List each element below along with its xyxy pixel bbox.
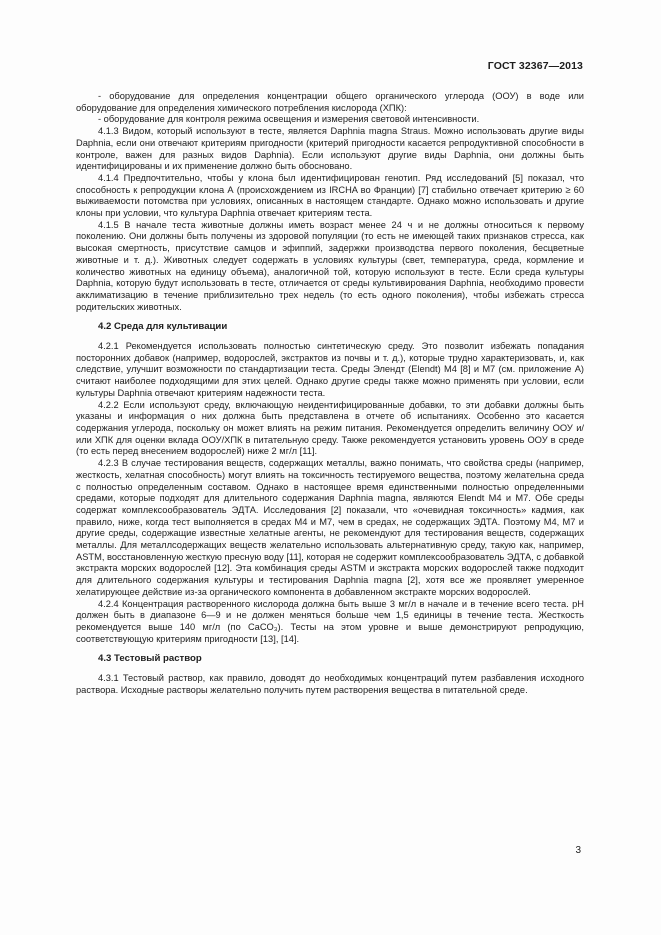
section-heading-4-3: 4.3 Тестовый раствор	[98, 653, 202, 665]
paragraph-4-1-3: 4.1.3 Видом, который используют в тесте, является Daphnia magna Straus. Можно использовать другие виды Daphnia, если они отвечают критериям пригодности (критерий пригодности касается репродуктивной способности в контроле, важен для разных видов Daphnia). Если используют другие виды Daphnia, они должны быть идентифицированы и их применение должно быть обосновано.	[76, 126, 584, 172]
standard-header: ГОСТ 32367—2013	[487, 60, 583, 72]
section-heading-4-2: 4.2 Среда для культивации	[98, 321, 228, 333]
paragraph-4-2-3: 4.2.3 В случае тестирования веществ, содержащих металлы, важно понимать, что свойства среды (например, жесткость, хелатная способность) могут влиять на токсичность тестируемого вещества, поэтому желательна среда с полностью определенным составом. Однако в настоящее время единственными полностью определенными средами, которые подходят для длительного содержания Daphnia magna, являются Elendt M4 и M7. Обе среды содержат комплексообразователь ЭДТА. Исследования [2] показали, что «очевидная токсичность» кадмия, как правило, ниже, когда тест выполняется в средах М4 и М7, чем в средах, не содержащих ЭДТА. Поэтому М4, М7 и другие среды, содержащие известные хелатные агенты, не рекомендуют для тестирования веществ, содержащих металлы. Для металлсодержащих веществ желательно использовать альтернативную среду, такую как, например, ASTM, восстановленную жесткую пресную воду [11], которая не содержит комплексообразователь ЭДТА, с добавкой экстракта морских водорослей [12]. Эта комбинация среды ASTM и экстракта морских водорослей также подходит для длительного содержания культуры и тестирования Daphnia magna [2], хотя все же проявляет умеренное хелатирующее действие из-за органического компонента в добавленном экстракте морских водорослей.	[76, 458, 584, 597]
page-number: 3	[575, 845, 581, 856]
paragraph-4-1-4: 4.1.4 Предпочтительно, чтобы у клона был идентифицирован генотип. Ряд исследований [5] показал, что способность к репродукции клона А (происхождением из IRCHA во Франции) [7] стабильно отвечает критерию ≥ 60 выживаемости потомства при условиях, описанных в настоящем стандарте. Однако можно использовать и другие клоны при условии, что культура Daphnia отвечает критериям теста.	[76, 172, 584, 219]
paragraph-4-1-5: 4.1.5 В начале теста животные должны иметь возраст менее 24 ч и не должны относиться к первому поколению. Они должны быть получены из здоровой популяции (то есть не имеющей таких признаков стресса, как высокая смертность, присутствие самцов и эфиппий, задержки производства первого поколения, бесцветные животные и т. д.). Животных следует содержать в условиях культуры (свет, температура, среда, кормление и количество животных на единицу объема), аналогичной той, которую используют в тесте. Если среда культуры Daphnia, которую будут использовать в тесте, отличается от среды культивирования Daphnia, необходимо провести акклиматизацию в течение приблизительно трех недель (то есть одного поколения), чтобы избежать стресса родительских животных.	[76, 219, 584, 312]
paragraph-equipment-oou: - оборудование для определения концентрации общего органического углерода (ООУ) в воде или оборудование для определения химического потребления кислорода (ХПК):	[76, 91, 584, 113]
paragraph-4-2-4: 4.2.4 Концентрация растворенного кислорода должна быть выше 3 мг/л в начале и в течение всего теста. pH должен быть в диапазоне 6—9 и не должен меняться больше чем 1,5 единицы в течение теста. Жесткость рекомендуется выше 140 мг/л (по CaCO₃). Тесты на этом уровне и выше демонстрируют репродукцию, соответствующую критериям пригодности [13], [14].	[76, 598, 584, 644]
paragraph-4-2-1: 4.2.1 Рекомендуется использовать полностью синтетическую среду. Это позволит избежать попадания посторонних добавок (например, водорослей, экстрактов из почвы и т. д.), которые трудно характеризовать, и, как следствие, улучшит возможности по стандартизации теста. Среды Элендт (Elendt) М4 [8] и М7 (см. приложение А) считают наиболее подходящими для этих целей. Однако другие среды также можно применять при условии, если культуры Daphnia отвечают критериям надежности теста.	[76, 341, 584, 398]
paragraph-equipment-light: - оборудование для контроля режима освещения и измерения световой интенсивности.	[98, 114, 480, 125]
document-body	[76, 91, 584, 696]
paragraph-4-3-1: 4.3.1 Тестовый раствор, как правило, доводят до необходимых концентраций путем разбавления исходного раствора. Исходные растворы желательно получить путем растворения вещества в питательной среде.	[76, 673, 584, 695]
paragraph-4-2-2: 4.2.2 Если используют среду, включающую неидентифицированные добавки, то эти добавки должны быть указаны и информация о них должна быть представлена в отчете об испытаниях. Особенно это касается содержания углерода, поскольку он может влиять на режим питания. Рекомендуется определить величину ООУ и/или ХПК для оценки вклада ООУ/ХПК в питательную среду. Также рекомендуется установить уровень ООУ в среде (то есть перед внесением водорослей) ниже 2 мг/л [11].	[76, 399, 584, 457]
